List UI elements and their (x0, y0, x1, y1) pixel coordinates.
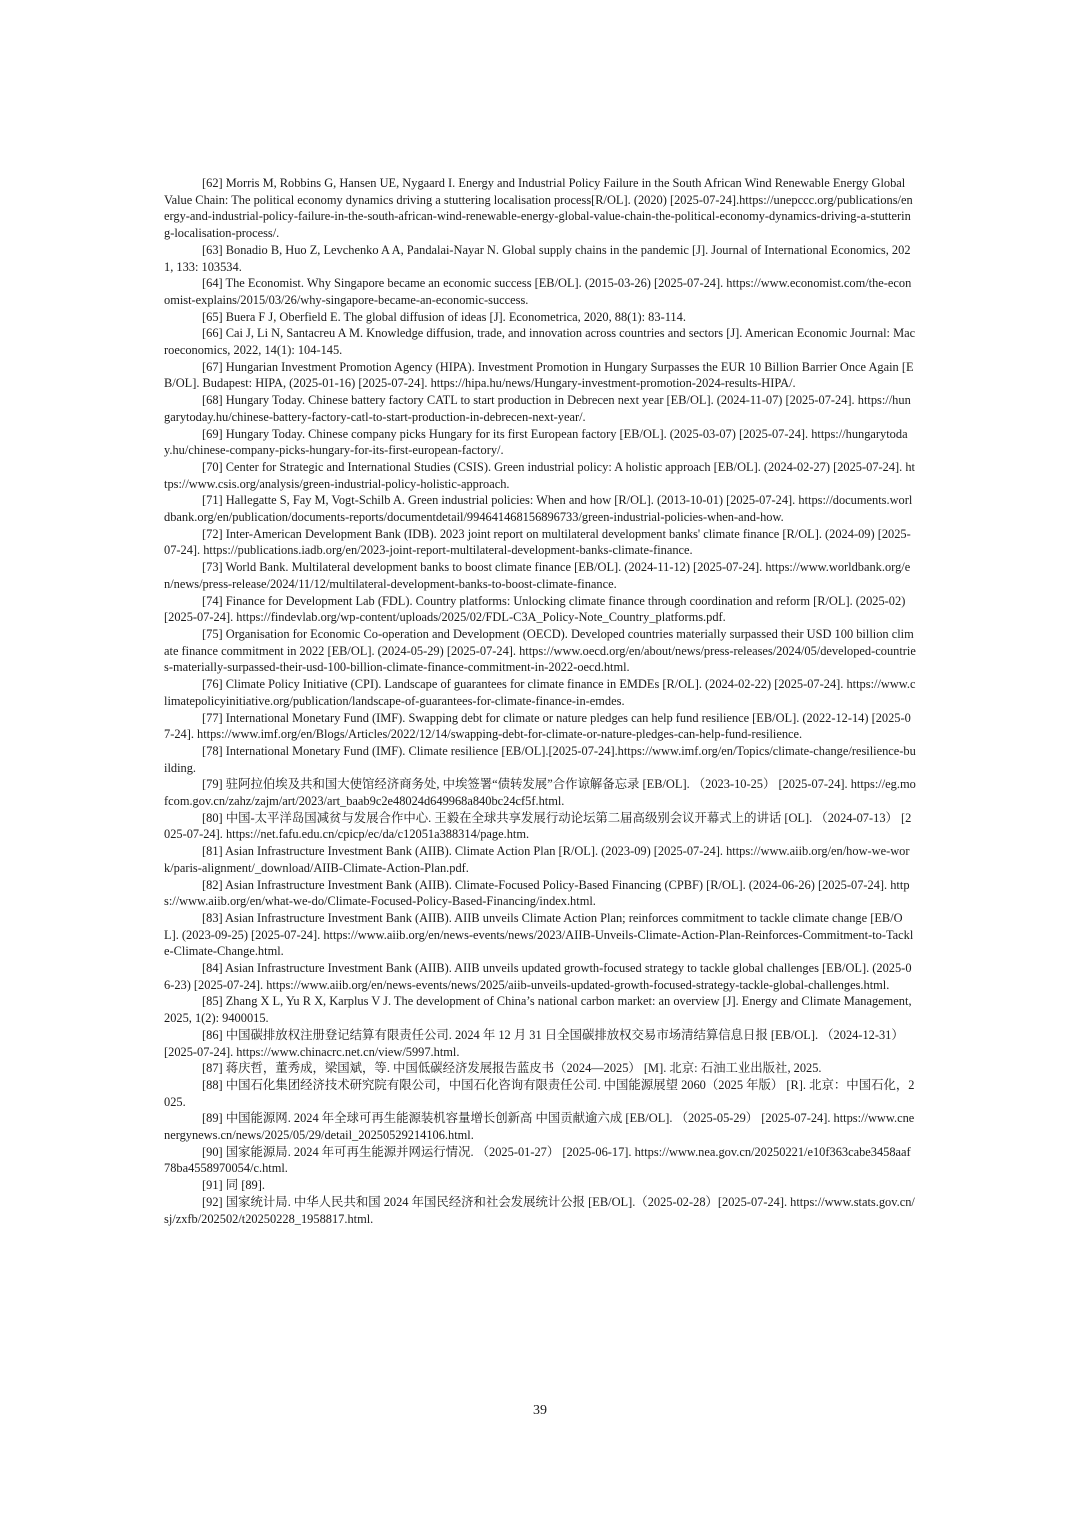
reference-entry: [79] 驻阿拉伯埃及共和国大使馆经济商务处, 中埃签署“债转发展”合作谅解备忘录 [EB/OL]. （2023-10-25） [2025-07-24]. https://eg.mofcom.gov.cn/zahz/zajm/art/2023/art_baab9c2e48024d649968a840bc24cf5f.html. (164, 777, 916, 809)
reference-list (164, 175, 916, 1227)
reference-entry: [77] International Monetary Fund (IMF). Swapping debt for climate or nature pledges can help fund resilience [EB/OL]. (2022-12-14) [2025-07-24]. https://www.imf.org/en/Blogs/Articles/2022/12/14/swapping-debt-for-climate-or-nature-pledges-can-help-fund-resilience. (164, 710, 911, 742)
reference-entry: [62] Morris M, Robbins G, Hansen UE, Nygaard I. Energy and Industrial Policy Failure in the South African Wind Renewable Energy Global Value Chain: The political economy dynamics driving a stuttering localisation process[R/OL]. (2020) [2025-07-24].https://unepccc.org/publications/energy-and-industrial-policy-failure-in-the-south-african-wind-renewable-energy-global-value-chain-the-political-economy-dynamics-driving-a-stuttering-localisation-process/. (164, 176, 913, 241)
page-number: 39 (533, 1403, 547, 1418)
reference-entry: [91] 同 [89]. (202, 1178, 265, 1193)
reference-entry: [63] Bonadio B, Huo Z, Levchenko A A, Pandalai-Nayar N. Global supply chains in the pandemic [J]. Journal of International Economics, 2021, 133: 103534. (164, 242, 911, 274)
reference-entry: [78] International Monetary Fund (IMF). Climate resilience [EB/OL].[2025-07-24].https://www.imf.org/en/Topics/climate-change/resilience-building. (164, 743, 916, 775)
reference-entry: [90] 国家能源局. 2024 年可再生能源并网运行情况. （2025-01-27） [2025-06-17]. https://www.nea.gov.cn/20250221/e10f363cabe3458aaf78ba4558970054/c.html. (164, 1144, 911, 1176)
reference-entry: [73] World Bank. Multilateral development banks to boost climate finance [EB/OL]. (2024-11-12) [2025-07-24]. https://www.worldbank.org/en/news/press-release/2024/11/12/multilateral-development-banks-to-boost-climate-finance. (164, 560, 911, 591)
reference-entry: [88] 中国石化集团经济技术研究院有限公司，中国石化咨询有限责任公司. 中国能源展望 2060（2025 年版） [R]. 北京：中国石化，2025. (164, 1077, 915, 1109)
reference-entry: [86] 中国碳排放权注册登记结算有限责任公司. 2024 年 12 月 31 日全国碳排放权交易市场清结算信息日报 [EB/OL]. （2024-12-31） [2025-07-24]. https://www.chinacrc.net.cn/view/5997.html. (164, 1027, 904, 1059)
reference-entry: [82] Asian Infrastructure Investment Bank (AIIB). Climate-Focused Policy-Based Financing (CPBF) [R/OL]. (2024-06-26) [2025-07-24]. https://www.aiib.org/en/what-we-do/Climate-Focused-Policy-Based-Financing/index.html. (164, 877, 910, 909)
reference-entry: [89] 中国能源网. 2024 年全球可再生能源装机容量增长创新高 中国贡献逾六成 [EB/OL]. （2025-05-29） [2025-07-24]. https://www.cnenergynews.cn/news/2025/05/29/detail_20250529214106.html. (164, 1111, 915, 1143)
reference-entry: [75] Organisation for Economic Co-operation and Development (OECD). Developed countries materially surpassed their USD 100 billion climate finance commitment in 2022 [EB/OL]. (2024-05-29) [2025-07-24]. https://www.oecd.org/en/about/news/press-releases/2024/05/developed-countries-materially-surpassed-their-usd-100-billion-climate-finance-commitment-in-2022-oecd.html. (164, 626, 916, 675)
reference-entry: [80] 中国-太平洋岛国减贫与发展合作中心. 王毅在全球共享发展行动论坛第二届高级别会议开幕式上的讲话 [OL]. （2024-07-13） [2025-07-24]. https://net.fafu.edu.cn/cpicp/ec/da/c12051a388314/page.htm. (164, 810, 912, 842)
reference-entry: [68] Hungary Today. Chinese battery factory CATL to start production in Debrecen next year [EB/OL]. (2024-11-07) [2025-07-24]. https://hungarytoday.hu/chinese-battery-factory-catl-to-start-production-in-debrecen-next-year/. (164, 393, 911, 424)
reference-entry: [69] Hungary Today. Chinese company picks Hungary for its first European factory [EB/OL]. (2025-03-07) [2025-07-24]. https://hungarytoday.hu/chinese-company-picks-hungary-for-its-first-european-factory/. (164, 426, 908, 458)
reference-entry: [72] Inter-American Development Bank (IDB). 2023 joint report on multilateral development banks' climate finance [R/OL]. (2024-09) [2025-07-24]. https://publications.iadb.org/en/2023-joint-report-multilateral-development-banks-climate-finance. (164, 526, 911, 558)
reference-entry: [67] Hungarian Investment Promotion Agency (HIPA). Investment Promotion in Hungary Surpasses the EUR 10 Billion Barrier Once Again [EB/OL]. Budapest: HIPA, (2025-01-16) [2025-07-24]. https://hipa.hu/news/Hungary-investment-promotion-2024-results-HIPA/. (164, 359, 914, 391)
reference-entry: [71] Hallegatte S, Fay M, Vogt-Schilb A. Green industrial policies: When and how [R/OL]. (2013-10-01) [2025-07-24]. https://documents.worldbank.org/en/publication/documents-reports/documentdetail/994641468156896733/green-industrial-policies-when-and-how. (164, 493, 913, 525)
reference-entry: [85] Zhang X L, Yu R X, Karplus V J. The development of China’s national carbon market: an overview [J]. Energy and Climate Management, 2025, 1(2): 9400015. (164, 994, 912, 1026)
reference-entry: [87] 蒋庆哲，董秀成，梁国斌，等. 中国低碳经济发展报告蓝皮书（2024—2025） [M]. 北京: 石油工业出版社, 2025. (202, 1061, 822, 1076)
reference-entry: [70] Center for Strategic and International Studies (CSIS). Green industrial policy: A holistic approach [EB/OL]. (2024-02-27) [2025-07-24]. https://www.csis.org/analysis/green-industrial-policy-holistic-approach. (164, 459, 915, 491)
reference-entry: [83] Asian Infrastructure Investment Bank (AIIB). AIIB unveils Climate Action Plan; reinforces commitment to tackle climate change [EB/OL]. (2023-09-25) [2025-07-24]. https://www.aiib.org/en/news-events/news/2023/AIIB-Unveils-Climate-Action-Plan-Reinforces-Commitment-to-Tackle-Climate-Change.html. (164, 910, 914, 959)
reference-entry: [64] The Economist. Why Singapore became an economic success [EB/OL]. (2015-03-26) [2025-07-24]. https://www.economist.com/the-economist-explains/2015/03/26/why-singapore-became-an-economic-success. (164, 276, 912, 307)
reference-entry: [66] Cai J, Li N, Santacreu A M. Knowledge diffusion, trade, and innovation across countries and sectors [J]. American Economic Journal: Macroeconomics, 2022, 14(1): 104-145. (164, 326, 916, 358)
reference-entry: [84] Asian Infrastructure Investment Bank (AIIB). AIIB unveils updated growth-focused strategy to tackle global challenges [EB/OL]. (2025-06-23) [2025-07-24]. https://www.aiib.org/en/news-events/news/2025/aiib-unveils-updated-growth-focused-strategy-tackle-global-challenges.html. (164, 961, 912, 992)
reference-entry: [74] Finance for Development Lab (FDL). Country platforms: Unlocking climate finance through coordination and reform [R/OL]. (2025-02) [2025-07-24]. https://findevlab.org/wp-content/uploads/2025/02/FDL-C3A_Policy-Note_Country_platforms.pdf. (164, 593, 906, 625)
reference-entry: [76] Climate Policy Initiative (CPI). Landscape of guarantees for climate finance in EMDEs [R/OL]. (2024-02-22) [2025-07-24]. https://www.climatepolicyinitiative.org/publication/landscape-of-guarantees-for-climate-finance-in-emdes. (164, 677, 916, 708)
reference-entry: [81] Asian Infrastructure Investment Bank (AIIB). Climate Action Plan [R/OL]. (2023-09) [2025-07-24]. https://www.aiib.org/en/how-we-work/paris-alignment/_download/AIIB-Climate-Action-Plan.pdf. (164, 844, 910, 875)
reference-entry: [92] 国家统计局. 中华人民共和国 2024 年国民经济和社会发展统计公报 [EB/OL].（2025-02-28）[2025-07-24]. https://www.stats.gov.cn/sj/zxfb/202502/t20250228_1958817.html. (164, 1194, 915, 1226)
reference-entry: [65] Buera F J, Oberfield E. The global diffusion of ideas [J]. Econometrica, 2020, 88(1): 83-114. (202, 309, 686, 324)
